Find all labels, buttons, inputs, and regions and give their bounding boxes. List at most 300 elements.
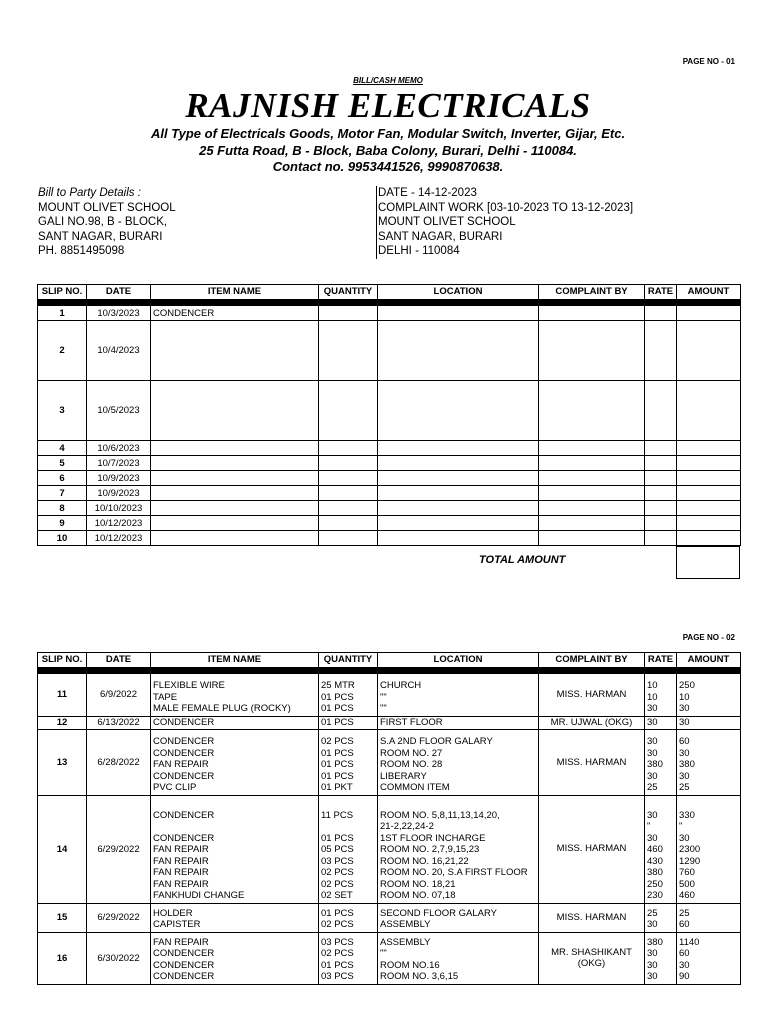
item-name-cell (151, 441, 319, 456)
rate-line: 250 (647, 878, 663, 890)
slip-no-header: SLIP NO. (38, 653, 87, 668)
quantity-line: 25 MTR (321, 680, 355, 691)
amount-line: 60 (679, 919, 690, 930)
location-line: ROOM NO.16 (380, 959, 440, 971)
complaint-by-cell: MR. UJWAL (OKG) (539, 716, 645, 730)
slip-no-header: SLIP NO. (38, 285, 87, 300)
slip-no-cell: 7 (38, 486, 87, 501)
rate-line: 30 (647, 736, 658, 747)
bill-to-line: MOUNT OLIVET SCHOOL (38, 201, 176, 214)
quantity-cell (319, 486, 378, 501)
item-name-line: FAN REPAIR (153, 936, 209, 948)
rate-line: 380 (647, 867, 663, 878)
quantity-line: 11 PCS (321, 809, 354, 821)
item-name-cell (151, 516, 319, 531)
rate-line: 10 (647, 691, 658, 703)
rate-line: 30 (647, 716, 658, 728)
rate-line: 30 (647, 770, 658, 782)
complaint-by-cell (539, 441, 645, 456)
location-line: 21-2,22,24-2 (380, 821, 434, 832)
complaint-by-header: COMPLAINT BY (539, 285, 645, 300)
page-number: PAGE NO - 02 (682, 633, 735, 642)
table-row (38, 306, 741, 321)
quantity-cell (319, 456, 378, 471)
amount-cell (677, 516, 741, 531)
rate-line: 30 (647, 919, 658, 930)
item-name-line: FLEXIBLE WIRE (153, 680, 225, 691)
amount-line: 30 (679, 832, 690, 844)
quantity-cell (319, 381, 378, 441)
quantity-cell (319, 795, 378, 903)
complaint-by-cell: MISS. HARMAN (539, 903, 645, 932)
complaint-by-cell (539, 531, 645, 546)
item-name-line: FAN REPAIR (153, 878, 209, 890)
rate-cell (645, 456, 677, 471)
quantity-line (321, 821, 375, 833)
complaint-by-cell: MR. SHASHIKANT (OKG) (539, 932, 645, 984)
item-name-cell (151, 903, 319, 932)
location-line: CHURCH (380, 680, 422, 691)
location-line: ROOM NO. 27 (380, 747, 443, 759)
amount-line: 30 (679, 716, 690, 728)
location-line: LIBERARY (380, 770, 427, 782)
slip-no-cell: 13 (38, 730, 87, 796)
amount-cell (677, 531, 741, 546)
amount-line: 90 (679, 971, 690, 982)
amount-cell (677, 486, 741, 501)
complaint-period: COMPLAINT WORK [03-10-2023 TO 13-12-2023] (378, 201, 634, 214)
table-row (38, 795, 741, 903)
amount-line: 30 (679, 747, 690, 759)
table-row (38, 381, 741, 441)
quantity-cell (319, 471, 378, 486)
item-name-line: CONDENCER (153, 971, 215, 982)
quantity-line: 02 PCS (321, 919, 354, 930)
complaint-by-cell: MISS. HARMAN (539, 795, 645, 903)
table-row (38, 471, 741, 486)
complaint-by-cell (539, 306, 645, 321)
memo-title: BILL/CASH MEMO (353, 76, 423, 85)
amount-header: AMOUNT (677, 653, 741, 668)
complaint-by-cell: MISS. HARMAN (539, 674, 645, 717)
item-name-line: FANKHUDI CHANGE (153, 890, 245, 901)
quantity-line: 03 PCS (321, 855, 354, 867)
location-line: "" (380, 703, 387, 714)
amount-cell (677, 730, 741, 796)
quantity-line: 01 PCS (321, 832, 354, 844)
item-name-cell (151, 381, 319, 441)
rate-line: 25 (647, 782, 658, 793)
date-cell: 10/5/2023 (87, 381, 151, 441)
bill-to-line: GALI NO.98, B - BLOCK, (38, 216, 168, 228)
slip-no-cell: 5 (38, 456, 87, 471)
item-name-line: HOLDER (153, 907, 193, 919)
item-name-cell (151, 321, 319, 381)
item-name-cell (151, 501, 319, 516)
date-cell: 10/7/2023 (87, 456, 151, 471)
table-row (38, 730, 741, 796)
location-line: ROOM NO. 28 (380, 759, 443, 770)
quantity-line: 01 PCS (321, 770, 354, 782)
rate-header: RATE (645, 285, 677, 300)
quantity-line: 01 PCS (321, 907, 354, 919)
date-header: DATE (87, 285, 151, 300)
location-cell (378, 441, 539, 456)
rate-line: 30 (647, 703, 658, 714)
slip-no-cell: 3 (38, 381, 87, 441)
total-amount-box (676, 546, 740, 579)
item-name-line: CONDENCER (153, 832, 215, 844)
complaint-by-cell (539, 501, 645, 516)
rate-cell (645, 795, 677, 903)
date-cell: 6/9/2022 (87, 674, 151, 717)
amount-cell (677, 674, 741, 717)
slip-no-cell: 1 (38, 306, 87, 321)
amount-line: 250 (679, 680, 695, 691)
company-contact: Contact no. 9953441526, 9990870638. (272, 159, 504, 174)
date-cell: 6/29/2022 (87, 903, 151, 932)
slip-no-cell: 6 (38, 471, 87, 486)
quantity-line: 01 PCS (321, 691, 354, 703)
rate-cell (645, 531, 677, 546)
date-cell: 6/28/2022 (87, 730, 151, 796)
amount-cell (677, 716, 741, 730)
quantity-cell (319, 730, 378, 796)
location-line: ASSEMBLY (380, 919, 431, 930)
amount-line: 60 (679, 948, 690, 959)
date-cell: 10/6/2023 (87, 441, 151, 456)
quantity-line: 02 PCS (321, 948, 354, 959)
location-line: SECOND FLOOR GALARY (380, 907, 498, 919)
item-name-cell (151, 795, 319, 903)
location-line: ROOM NO. 2,7,9,15,23 (380, 844, 480, 855)
amount-cell (677, 932, 741, 984)
quantity-line: 02 PCS (321, 867, 354, 878)
item-name-cell (151, 531, 319, 546)
date-cell: 10/3/2023 (87, 306, 151, 321)
amount-cell (677, 306, 741, 321)
table-row (38, 516, 741, 531)
quantity-line: 05 PCS (321, 844, 354, 855)
invoice-details (376, 186, 633, 259)
amount-cell (677, 441, 741, 456)
date-cell: 6/13/2022 (87, 716, 151, 730)
rate-cell (645, 501, 677, 516)
quantity-line: 03 PCS (321, 971, 354, 982)
rate-cell (645, 321, 677, 381)
item-name-line (153, 821, 316, 833)
location-line: ROOM NO. 5,8,11,13,14,20, (380, 809, 500, 821)
location-cell (378, 903, 539, 932)
quantity-cell (319, 516, 378, 531)
table-row (38, 903, 741, 932)
item-name-cell (151, 486, 319, 501)
quantity-cell (319, 306, 378, 321)
item-name-line: CONDENCER (153, 747, 215, 759)
rate-cell (645, 441, 677, 456)
rate-line: 30 (647, 747, 658, 759)
item-name-line: CONDENCER (153, 809, 215, 821)
invoice-date: DATE - 14-12-2023 (378, 187, 477, 199)
total-amount-label: TOTAL AMOUNT (479, 554, 566, 566)
company-name: RAJNISH ELECTRICALS (185, 86, 591, 125)
company-address: 25 Futta Road, B - Block, Baba Colony, Burari, Delhi - 110084. (199, 143, 577, 158)
amount-line: 25 (679, 782, 690, 793)
rate-cell (645, 903, 677, 932)
complaint-by-cell: MISS. HARMAN (539, 730, 645, 796)
quantity-cell (319, 932, 378, 984)
item-name-line: CAPISTER (153, 919, 201, 930)
slip-no-cell: 8 (38, 501, 87, 516)
date-header: DATE (87, 653, 151, 668)
quantity-line: 02 SET (321, 890, 353, 901)
date-cell: 10/12/2023 (87, 516, 151, 531)
amount-line: 25 (679, 907, 690, 919)
quantity-header: QUANTITY (319, 653, 378, 668)
ship-to-line: SANT NAGAR, BURARI (378, 230, 503, 243)
amount-line: 380 (679, 759, 695, 770)
quantity-line: 01 PCS (321, 759, 354, 770)
amount-line: 1140 (679, 936, 700, 948)
rate-header: RATE (645, 653, 677, 668)
slip-no-cell: 14 (38, 795, 87, 903)
amount-line: 760 (679, 867, 695, 878)
location-line: S.A 2ND FLOOR GALARY (380, 736, 493, 747)
quantity-line: 02 PCS (321, 878, 354, 890)
complaint-by-cell (539, 516, 645, 531)
location-line: COMMON ITEM (380, 782, 450, 793)
location-cell (378, 456, 539, 471)
item-name-cell (151, 730, 319, 796)
date-cell: 10/4/2023 (87, 321, 151, 381)
slip-no-cell: 12 (38, 716, 87, 730)
complaint-by-header: COMPLAINT BY (539, 653, 645, 668)
location-line: FIRST FLOOR (380, 716, 443, 728)
amount-line: 460 (679, 890, 695, 901)
rate-line: 30 (647, 948, 658, 959)
item-name-line: CONDENCER (153, 959, 215, 971)
location-cell (378, 674, 539, 717)
complaint-by-cell (539, 471, 645, 486)
rate-cell (645, 306, 677, 321)
quantity-header: QUANTITY (319, 285, 378, 300)
table-row (38, 321, 741, 381)
location-line: ROOM NO. 18,21 (380, 878, 456, 890)
complaint-by-cell (539, 456, 645, 471)
rate-cell (645, 674, 677, 717)
rate-line: 460 (647, 844, 663, 855)
location-cell (378, 501, 539, 516)
location-cell (378, 321, 539, 381)
location-line: "" (380, 948, 387, 959)
item-name-line: CONDENCER (153, 736, 215, 747)
rate-line: 380 (647, 936, 663, 948)
amount-line: " (679, 821, 683, 832)
item-name-line: TAPE (153, 691, 178, 703)
table-row (38, 531, 741, 546)
rate-cell (645, 516, 677, 531)
item-name-line: PVC CLIP (153, 782, 197, 793)
amount-cell (677, 381, 741, 441)
rate-line: " (647, 821, 651, 832)
quantity-line: 02 PCS (321, 736, 354, 747)
amount-line: 1290 (679, 855, 701, 867)
amount-line: 10 (679, 691, 690, 703)
ship-to-line: MOUNT OLIVET SCHOOL (378, 216, 516, 228)
date-cell: 10/10/2023 (87, 501, 151, 516)
rate-line: 380 (647, 759, 663, 770)
quantity-line: 01 PCS (321, 747, 354, 759)
item-name-cell (151, 932, 319, 984)
rate-cell (645, 716, 677, 730)
quantity-cell (319, 531, 378, 546)
slip-no-cell: 9 (38, 516, 87, 531)
slip-no-cell: 15 (38, 903, 87, 932)
item-name-header: ITEM NAME (151, 653, 319, 668)
amount-cell (677, 456, 741, 471)
item-name-cell (151, 716, 319, 730)
quantity-line: 01 PCS (321, 716, 354, 728)
location-cell (378, 730, 539, 796)
table-row (38, 486, 741, 501)
slip-no-cell: 10 (38, 531, 87, 546)
table-row (38, 674, 741, 717)
location-cell (378, 795, 539, 903)
item-name-line: MALE FEMALE PLUG (ROCKY) (153, 703, 291, 714)
quantity-line: 01 PCS (321, 703, 354, 714)
location-line: ROOM NO. 07,18 (380, 890, 456, 901)
amount-cell (677, 321, 741, 381)
rate-line: 230 (647, 890, 663, 901)
rate-cell (645, 730, 677, 796)
complaint-by-cell (539, 321, 645, 381)
rate-line: 430 (647, 855, 663, 867)
rate-line: 30 (647, 971, 658, 982)
date-cell: 6/30/2022 (87, 932, 151, 984)
table-header-row (38, 653, 741, 668)
slip-no-cell: 11 (38, 674, 87, 717)
date-cell: 10/12/2023 (87, 531, 151, 546)
location-line: ROOM NO. 20, S.A FIRST FLOOR (380, 867, 528, 878)
location-cell (378, 486, 539, 501)
location-cell (378, 471, 539, 486)
bill-to-line: SANT NAGAR, BURARI (38, 230, 163, 243)
rate-line: 30 (647, 959, 658, 971)
item-name-line: CONDENCER (153, 770, 215, 782)
location-cell (378, 306, 539, 321)
table-row (38, 501, 741, 516)
item-name-header: ITEM NAME (151, 285, 319, 300)
amount-cell (677, 471, 741, 486)
rate-cell (645, 932, 677, 984)
location-header: LOCATION (378, 285, 539, 300)
date-cell: 10/9/2023 (87, 471, 151, 486)
slip-no-cell: 4 (38, 441, 87, 456)
rate-line: 25 (647, 907, 658, 919)
slip-no-cell: 16 (38, 932, 87, 984)
rate-cell (645, 486, 677, 501)
location-cell (378, 716, 539, 730)
item-name-line: CONDENCER (153, 948, 215, 959)
location-line: ROOM NO. 3,6,15 (380, 971, 459, 982)
quantity-line: 01 PCS (321, 959, 354, 971)
amount-line: 60 (679, 736, 690, 747)
bill-to-party (38, 186, 176, 259)
item-name-line: FAN REPAIR (153, 855, 209, 867)
item-name-line: FAN REPAIR (153, 759, 209, 770)
quantity-cell (319, 501, 378, 516)
item-name-line: FAN REPAIR (153, 844, 209, 855)
table-row (38, 932, 741, 984)
item-name-line: CONDENCER (153, 716, 215, 728)
quantity-cell (319, 903, 378, 932)
items-table-page2 (37, 652, 741, 985)
date-cell: 10/9/2023 (87, 486, 151, 501)
amount-line: 30 (679, 959, 690, 971)
location-cell (378, 531, 539, 546)
company-tagline: All Type of Electricals Goods, Motor Fan, Modular Switch, Inverter, Gijar, Etc. (150, 126, 626, 141)
rate-line: 30 (647, 832, 658, 844)
quantity-line: 03 PCS (321, 936, 354, 948)
rate-cell (645, 471, 677, 486)
location-cell (378, 932, 539, 984)
location-cell (378, 516, 539, 531)
table-row (38, 456, 741, 471)
quantity-cell (319, 321, 378, 381)
location-line: 1ST FLOOR INCHARGE (380, 832, 486, 844)
quantity-cell (319, 441, 378, 456)
amount-cell (677, 795, 741, 903)
item-name-cell (151, 471, 319, 486)
location-cell (378, 381, 539, 441)
location-line: ASSEMBLY (380, 936, 431, 948)
location-line: ROOM NO. 16,21,22 (380, 855, 469, 867)
items-table-page1 (37, 284, 741, 546)
table-header-row (38, 285, 741, 300)
page-number: PAGE NO - 01 (682, 57, 735, 66)
bill-to-line: PH. 8851495098 (38, 245, 125, 257)
rate-line: 30 (647, 809, 658, 821)
item-name-cell: CONDENCER (151, 306, 319, 321)
rate-cell (645, 381, 677, 441)
item-name-cell (151, 674, 319, 717)
amount-cell (677, 501, 741, 516)
amount-cell (677, 903, 741, 932)
location-header: LOCATION (378, 653, 539, 668)
complaint-by-cell (539, 381, 645, 441)
complaint-by-cell (539, 486, 645, 501)
amount-line: 330 (679, 809, 695, 821)
table-row (38, 441, 741, 456)
amount-line: 2300 (679, 844, 701, 855)
slip-no-cell: 2 (38, 321, 87, 381)
date-cell: 6/29/2022 (87, 795, 151, 903)
amount-line: 30 (679, 770, 690, 782)
quantity-cell (319, 674, 378, 717)
item-name-cell (151, 456, 319, 471)
quantity-cell (319, 716, 378, 730)
rate-line: 10 (647, 680, 658, 691)
bill-to-heading: Bill to Party Details : (38, 187, 141, 199)
table-row (38, 716, 741, 730)
location-line: "" (380, 691, 387, 703)
quantity-line: 01 PKT (321, 782, 353, 793)
amount-header: AMOUNT (677, 285, 741, 300)
ship-to-line: DELHI - 110084 (378, 245, 460, 257)
amount-line: 30 (679, 703, 690, 714)
amount-line: 500 (679, 878, 695, 890)
item-name-line: FAN REPAIR (153, 867, 209, 878)
